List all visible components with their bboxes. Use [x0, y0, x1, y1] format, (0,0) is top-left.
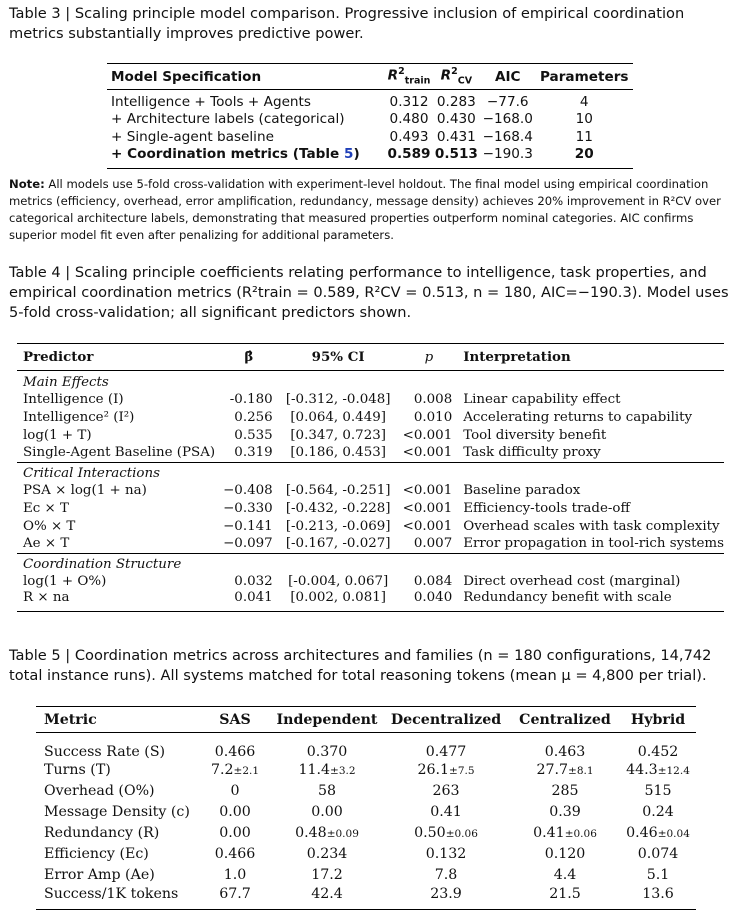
section-row — [17, 462, 724, 481]
t4-beta: -0.180 — [229, 391, 273, 407]
cell-value: 0.41 — [533, 825, 565, 841]
t3-r2cv: 0.513 — [434, 146, 478, 162]
t4-predictor: log(1 + O%) — [23, 573, 107, 589]
t5-header-centralized: Centralized — [519, 711, 611, 728]
cell-value: 58 — [317, 783, 337, 799]
t5-sas-value — [198, 760, 272, 781]
t5-independent-value — [272, 760, 382, 781]
t3-aic: −168.4 — [482, 129, 533, 145]
t3-params: 4 — [579, 94, 589, 110]
t4-ci: [0.064, 0.449] — [290, 409, 386, 425]
t5-independent-value — [272, 844, 382, 865]
cell-value: 0.39 — [549, 804, 581, 820]
table3-note — [9, 176, 731, 244]
table-row — [36, 733, 696, 760]
table-row — [107, 90, 633, 111]
cell-value: 0.477 — [425, 743, 467, 760]
table-row — [17, 390, 724, 408]
cell-stddev: ±0.06 — [445, 828, 478, 840]
cell-value: 23.9 — [430, 885, 462, 902]
cell-value: 0.370 — [306, 743, 348, 760]
t4-beta: 0.535 — [234, 427, 273, 443]
cell-value: 0.24 — [642, 804, 674, 820]
cell-value: 26.1 — [417, 762, 450, 778]
cell-stddev: ±3.2 — [330, 765, 356, 777]
t4-predictor: Intelligence (I) — [23, 391, 124, 407]
cell-value: 1.0 — [223, 867, 247, 883]
t5-metric: Redundancy (R) — [44, 825, 160, 841]
table4-caption: Table 4 | Scaling principle coefficients relating performance to intelligence, task properties, and empirical coordination metrics (R²train = 0.589, R²CV = 0.513, n = 180, AIC=−190.3). Model uses 5-fold cross-validation; all significant predictors shown. — [9, 264, 729, 321]
t3-r2train: 0.480 — [389, 111, 429, 127]
cell-value: 0.00 — [219, 804, 251, 820]
table3-caption: Table 3 | Scaling principle model comparison. Progressive inclusion of empirical coordination metrics substantially improves predictive power. — [9, 5, 685, 42]
t5-centralized-value — [510, 865, 620, 886]
table-row — [36, 844, 696, 865]
cell-value: 5.1 — [646, 867, 670, 883]
t3-r2train: 0.312 — [389, 94, 429, 110]
t5-decentralized-value — [382, 886, 510, 910]
t4-p: 0.007 — [413, 536, 453, 552]
t4-p: 0.010 — [413, 409, 453, 425]
t5-sas-value — [198, 733, 272, 760]
t4-beta: 0.256 — [234, 409, 273, 425]
cell-value: 0.074 — [637, 846, 679, 862]
table-row — [107, 128, 633, 146]
table-row — [17, 481, 724, 499]
table-row — [17, 517, 724, 535]
t4-ci: [0.347, 0.723] — [290, 427, 386, 443]
t4-predictor: Single-Agent Baseline (PSA) — [23, 445, 216, 461]
table3 — [107, 63, 633, 169]
t4-p: 0.008 — [413, 391, 453, 407]
t5-decentralized-value — [382, 865, 510, 886]
t4-predictor: log(1 + T) — [23, 427, 92, 443]
t5-centralized-value — [510, 733, 620, 760]
cell-value: 0.50 — [414, 825, 446, 841]
t4-interpretation: Error propagation in tool-rich systems — [463, 536, 724, 552]
t4-header-beta: β̂ — [244, 349, 254, 365]
t5-metric: Message Density (c) — [44, 804, 190, 820]
section-title: Main Effects — [23, 375, 109, 390]
table-row — [36, 760, 696, 781]
cell-value: 17.2 — [311, 867, 343, 883]
table-row — [17, 444, 724, 462]
cell-value: 7.2 — [210, 762, 234, 778]
t3-r2cv: 0.430 — [436, 111, 476, 127]
t4-ci: [-0.312, -0.048] — [285, 391, 391, 407]
t3-aic: −77.6 — [486, 94, 529, 110]
t5-hybrid-value — [620, 823, 696, 844]
note-text: All models use 5-fold cross-validation with experiment-level holdout. The final model using empirical coordination metrics (efficiency, overhead, error amplification, redundancy, message density) achieves 20% improvement in R²CV over categorical architecture labels, demonstrating that measured properties outperform nominal categories. AIC confirms superior model fit even after penalizing for additional parameters. — [9, 177, 721, 242]
t5-independent-value — [272, 886, 382, 910]
t3-spec: Intelligence + Tools + Agents — [111, 94, 311, 110]
t3-r2cv: 0.431 — [436, 129, 476, 145]
t5-sas-value — [198, 865, 272, 886]
cell-stddev: ±0.06 — [564, 828, 597, 840]
cell-value: 11.4 — [298, 762, 331, 778]
t4-interpretation: Task difficulty proxy — [463, 445, 601, 461]
t3-r2train: 0.493 — [389, 129, 429, 145]
t5-decentralized-value — [382, 802, 510, 823]
t4-beta: 0.041 — [234, 590, 273, 605]
t4-interpretation: Redundancy benefit with scale — [463, 590, 672, 605]
t5-header-hybrid: Hybrid — [630, 711, 686, 728]
t5-hybrid-value — [620, 802, 696, 823]
cell-value: 67.7 — [219, 885, 251, 902]
t5-header-metric: Metric — [44, 711, 97, 728]
t5-metric: Success/1K tokens — [44, 885, 179, 902]
cell-value: 44.3 — [626, 762, 658, 778]
t4-interpretation: Efficiency-tools trade-off — [463, 500, 630, 516]
t5-centralized-value — [510, 844, 620, 865]
t3-r2cv: 0.283 — [436, 94, 476, 110]
t5-decentralized-value — [382, 733, 510, 760]
t4-header-ci: 95% CI — [311, 349, 365, 365]
t4-ci: [-0.004, 0.067] — [288, 573, 389, 589]
t5-header-sas: SAS — [219, 711, 251, 728]
t5-hybrid-value — [620, 733, 696, 760]
t5-header-decentralized: Decentralized — [390, 711, 502, 728]
t3-header-spec: Model Specification — [111, 68, 262, 85]
t3-spec: + Architecture labels (categorical) — [111, 111, 345, 127]
cell-value: 0.120 — [544, 846, 586, 862]
t3-header-aic: AIC — [494, 68, 521, 85]
t4-interpretation: Direct overhead cost (marginal) — [463, 573, 681, 589]
t4-predictor: R × na — [23, 590, 70, 605]
cell-stddev: ±12.4 — [657, 765, 690, 777]
table-row — [107, 110, 633, 128]
t5-centralized-value — [510, 781, 620, 802]
t5-metric: Overhead (O%) — [44, 783, 155, 799]
t4-ci: [0.186, 0.453] — [290, 445, 386, 461]
t5-decentralized-value — [382, 760, 510, 781]
t3-header-r2train: $R^2_{train}$ — [387, 66, 431, 87]
t4-predictor: Ae × T — [23, 536, 70, 552]
t5-header-independent: Independent — [276, 711, 378, 728]
t5-metric: Error Amp (Ae) — [44, 867, 155, 883]
cell-value: 263 — [432, 783, 460, 799]
t3-params: 11 — [575, 129, 593, 145]
t5-decentralized-value — [382, 823, 510, 844]
t5-sas-value — [198, 844, 272, 865]
cell-value: 0 — [230, 783, 240, 799]
table-row — [36, 823, 696, 844]
section-title: Critical Interactions — [23, 465, 160, 481]
t4-ci: [-0.432, -0.228] — [285, 500, 391, 516]
cell-value: 0.463 — [544, 743, 586, 760]
t4-interpretation: Linear capability effect — [463, 391, 621, 407]
t4-interpretation: Baseline paradox — [463, 482, 581, 498]
t5-sas-value — [198, 802, 272, 823]
t5-independent-value — [272, 865, 382, 886]
table5 — [36, 706, 696, 910]
cell-stddev: ±0.09 — [326, 828, 359, 840]
t4-beta: −0.408 — [223, 482, 273, 498]
t3-aic: −168.0 — [482, 111, 533, 127]
t5-centralized-value — [510, 802, 620, 823]
t4-header-p: p — [424, 349, 434, 365]
t4-header-predictor: Predictor — [23, 349, 94, 365]
t4-beta: −0.330 — [223, 500, 273, 516]
t4-p: <0.001 — [402, 500, 453, 516]
t3-params: 10 — [575, 111, 593, 127]
t5-sas-value — [198, 823, 272, 844]
t4-beta: −0.141 — [223, 518, 273, 534]
cell-value: 0.452 — [637, 743, 679, 760]
t3-params: 20 — [574, 146, 594, 162]
t5-hybrid-value — [620, 781, 696, 802]
t4-interpretation: Accelerating returns to capability — [463, 409, 693, 425]
note-label: Note: — [9, 177, 45, 191]
cell-stddev: ±8.1 — [568, 765, 594, 777]
cell-value: 515 — [644, 783, 672, 799]
table-row — [17, 499, 724, 517]
t5-independent-value — [272, 781, 382, 802]
t4-p: <0.001 — [402, 518, 453, 534]
table5-caption: Table 5 | Coordination metrics across architectures and families (n = 180 configurations, 14,742 total instance runs). All systems matched for total reasoning tokens (mean μ = 4,800 per trial). — [9, 647, 712, 684]
t5-centralized-value — [510, 886, 620, 910]
t3-spec: + Single-agent baseline — [111, 129, 274, 145]
t5-centralized-value — [510, 760, 620, 781]
cell-value: 27.7 — [536, 762, 569, 778]
cell-value: 0.00 — [219, 825, 251, 841]
t3-r2train: 0.589 — [387, 146, 431, 162]
table-row — [17, 426, 724, 444]
t4-header-interp: Interpretation — [463, 349, 571, 365]
t4-predictor: Ec × T — [23, 500, 69, 516]
t3-header-params: Parameters — [539, 68, 629, 85]
t4-p: 0.040 — [413, 590, 453, 605]
section-row — [17, 371, 724, 391]
table4 — [17, 343, 724, 612]
t4-ci: [-0.167, -0.027] — [285, 536, 391, 552]
t4-ci: [-0.564, -0.251] — [285, 482, 391, 498]
cell-value: 0.466 — [214, 743, 256, 760]
t5-metric: Efficiency (Ec) — [44, 846, 149, 862]
cell-value: 0.41 — [430, 804, 462, 820]
cell-stddev: ±2.1 — [233, 765, 260, 777]
cell-value: 7.8 — [434, 867, 458, 883]
t3-spec-final — [107, 146, 385, 168]
table-row — [17, 408, 724, 426]
cell-value: 0.132 — [425, 846, 467, 862]
table-row — [17, 572, 724, 590]
t3-aic: −190.3 — [482, 146, 533, 162]
t5-metric: Success Rate (S) — [44, 743, 166, 760]
cell-value: 285 — [551, 783, 579, 799]
cell-value: 21.5 — [549, 885, 581, 902]
t4-beta: −0.097 — [223, 536, 273, 552]
t3-spec-text: + Coordination metrics (Table — [111, 146, 340, 162]
t4-interpretation: Tool diversity benefit — [463, 427, 607, 443]
t4-predictor: PSA × log(1 + na) — [23, 482, 147, 498]
t5-metric: Turns (T) — [44, 762, 111, 778]
table-row — [17, 590, 724, 611]
section-title: Coordination Structure — [23, 556, 182, 572]
t4-ci: [-0.213, -0.069] — [285, 518, 391, 534]
table5-link[interactable]: 5 — [344, 146, 354, 162]
t4-beta: 0.032 — [234, 573, 273, 589]
t4-beta: 0.319 — [234, 445, 273, 461]
t5-hybrid-value — [620, 760, 696, 781]
t5-sas-value — [198, 781, 272, 802]
t5-hybrid-value — [620, 844, 696, 865]
cell-value: 0.234 — [306, 846, 348, 862]
section-row — [17, 553, 724, 572]
cell-stddev: ±7.5 — [449, 765, 475, 777]
t4-p: 0.084 — [413, 573, 453, 589]
t4-interpretation: Overhead scales with task complexity — [463, 518, 720, 534]
cell-value: 0.48 — [295, 825, 327, 841]
cell-value: 0.00 — [311, 804, 343, 820]
cell-value: 4.4 — [553, 867, 577, 883]
t5-centralized-value — [510, 823, 620, 844]
t3-spec-end: ) — [353, 146, 360, 162]
cell-value: 0.46 — [626, 825, 658, 841]
cell-value: 0.466 — [214, 846, 256, 862]
t4-predictor: O% × T — [23, 518, 76, 534]
t5-sas-value — [198, 886, 272, 910]
table-row — [17, 535, 724, 553]
t5-decentralized-value — [382, 781, 510, 802]
t5-hybrid-value — [620, 886, 696, 910]
t4-predictor: Intelligence² (I²) — [23, 409, 135, 425]
cell-stddev: ±0.04 — [657, 828, 690, 840]
cell-value: 42.4 — [311, 885, 343, 902]
t4-p: <0.001 — [402, 482, 453, 498]
t4-p: <0.001 — [402, 427, 453, 443]
table-row — [107, 146, 633, 168]
table-row — [36, 865, 696, 886]
t5-independent-value — [272, 823, 382, 844]
t5-independent-value — [272, 733, 382, 760]
table-row — [36, 802, 696, 823]
table-row — [36, 886, 696, 910]
table-row — [36, 781, 696, 802]
t5-independent-value — [272, 802, 382, 823]
cell-value: 13.6 — [642, 885, 674, 902]
t3-header-r2cv: $R^2_{CV}$ — [440, 66, 473, 87]
t4-p: <0.001 — [402, 445, 453, 461]
t4-ci: [0.002, 0.081] — [290, 590, 386, 605]
t5-hybrid-value — [620, 865, 696, 886]
t5-decentralized-value — [382, 844, 510, 865]
